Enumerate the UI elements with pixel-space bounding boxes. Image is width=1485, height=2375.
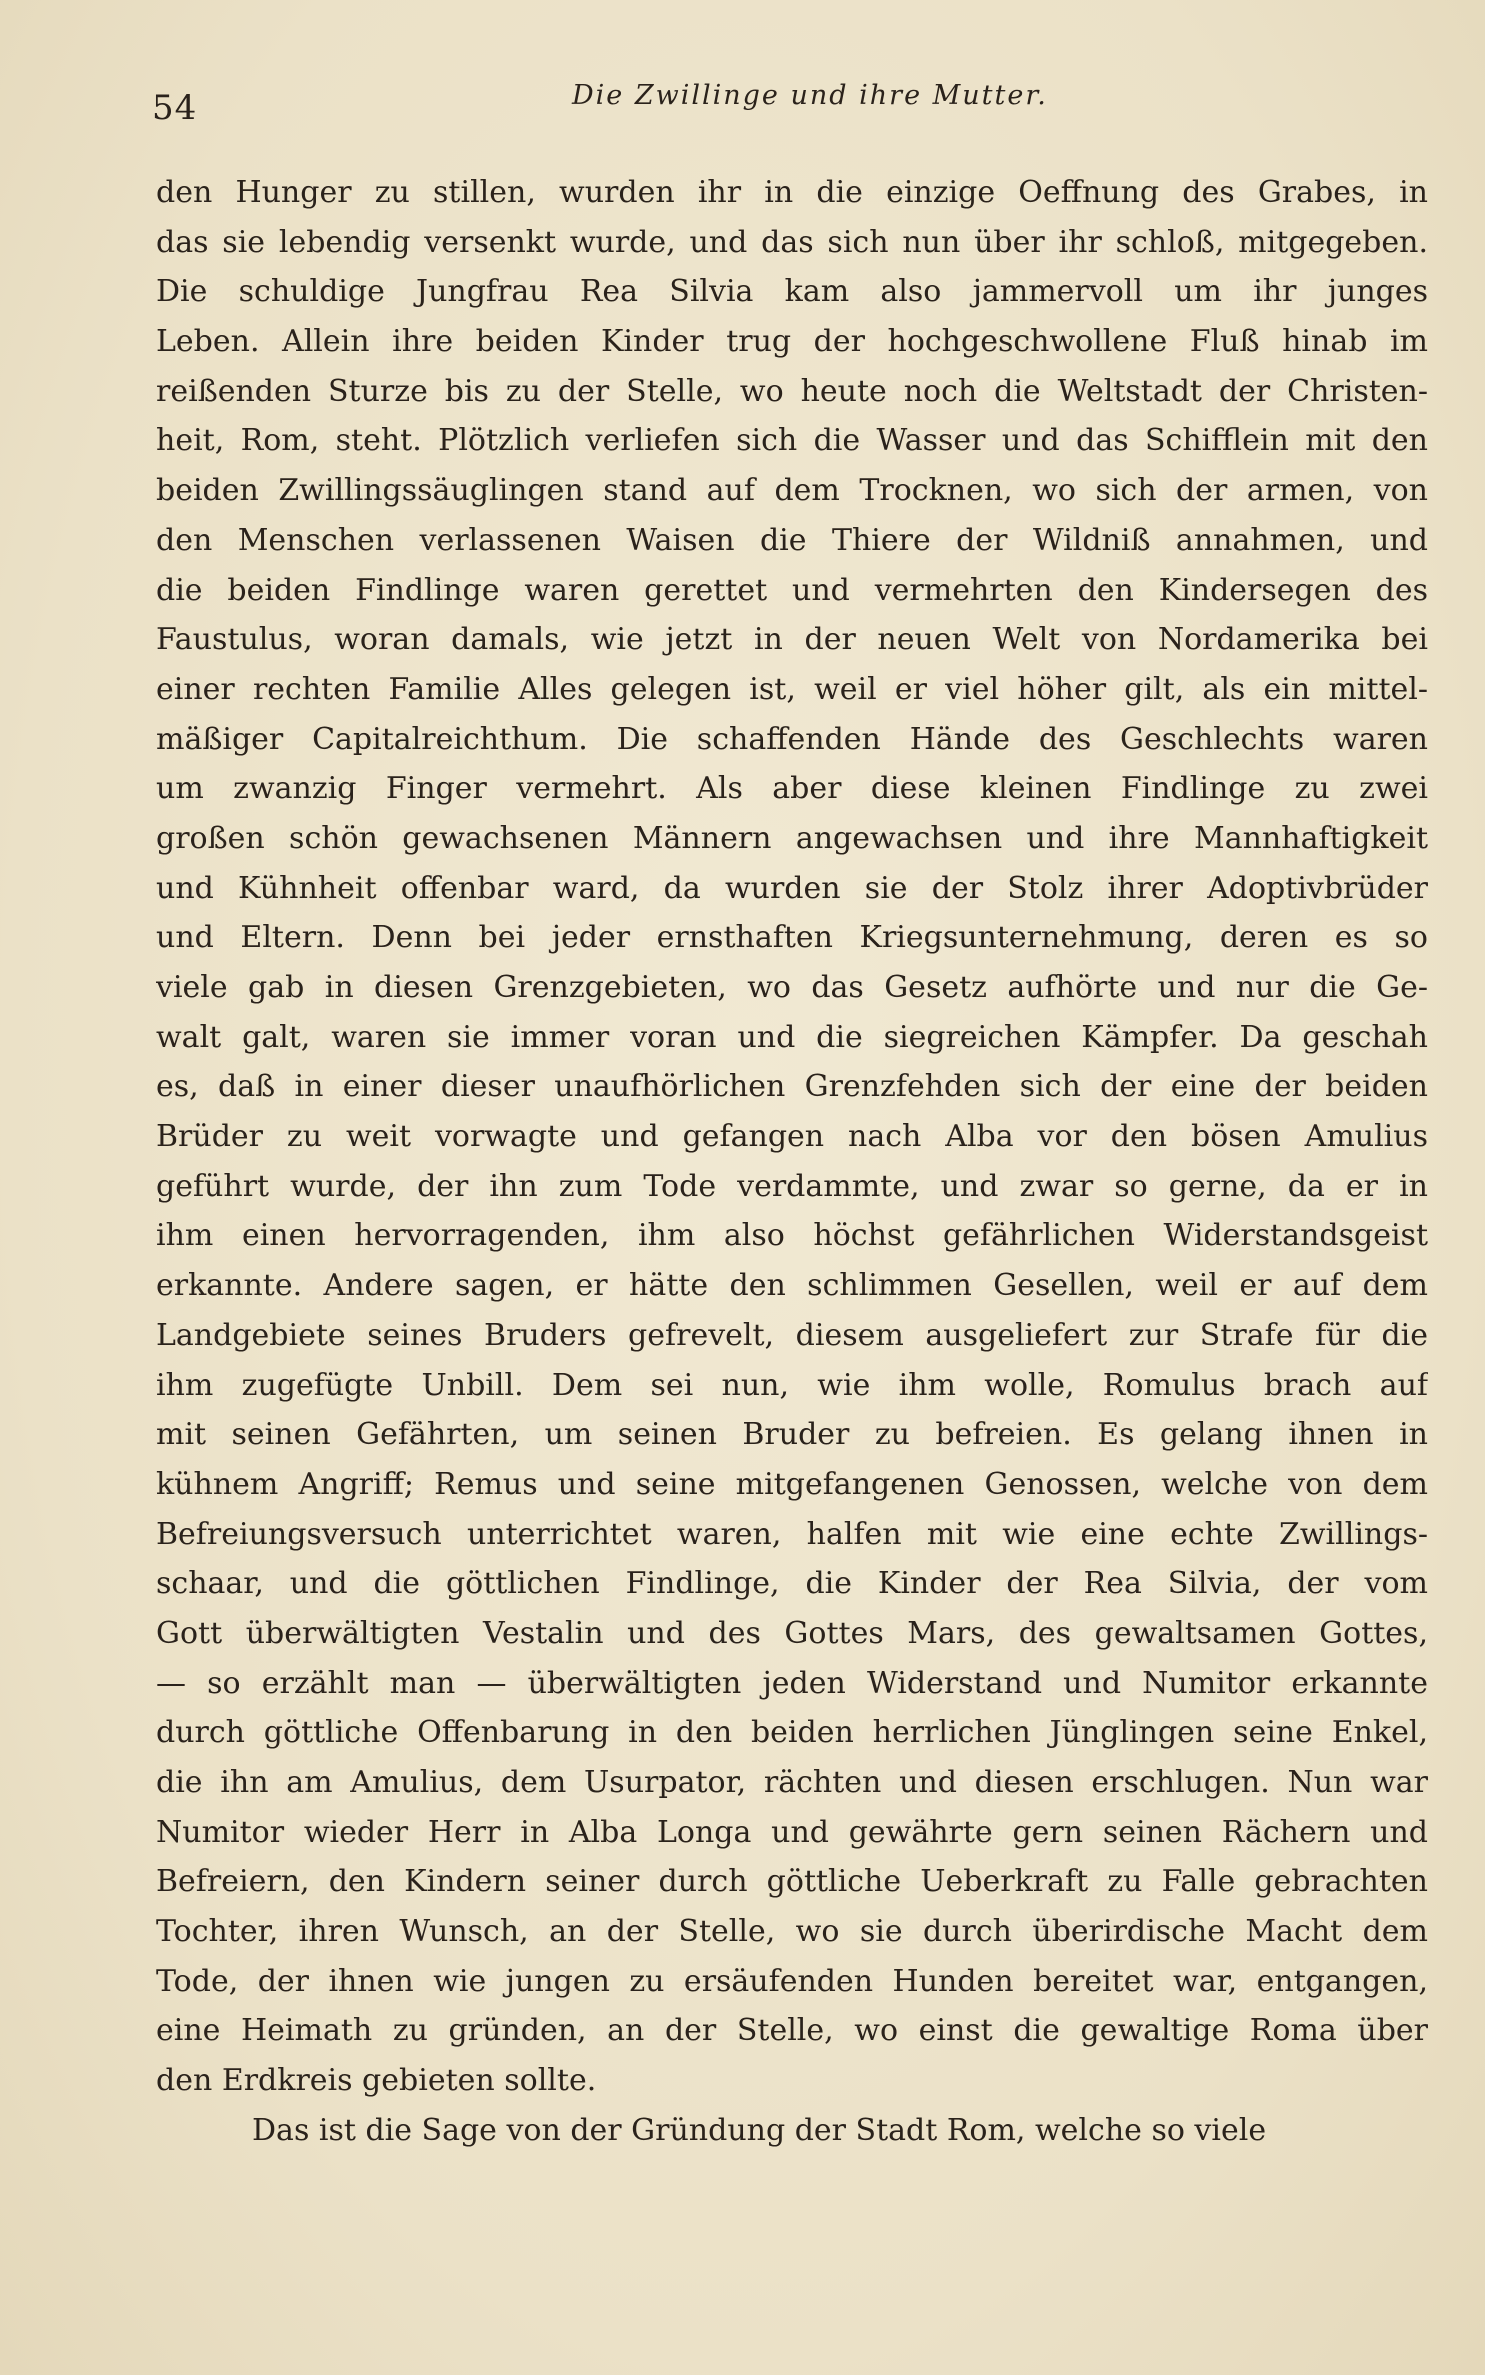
text-line: einer rechten Familie Alles gelegen ist, weil er viel höher gilt, als ein mittel- [156, 671, 1428, 707]
text-line: mit seinen Gefährten, um seinen Bruder zu befreien. Es gelang ihnen in [156, 1417, 1428, 1453]
text-line: Brüder zu weit vorwagte und gefangen nach Alba vor den bösen Amulius [156, 1119, 1428, 1155]
text-line: die beiden Findlinge waren gerettet und vermehrten den Kindersegen des [156, 572, 1428, 608]
text-line: ihm einen hervorragenden, ihm also höchst gefährlichen Widerstandsgeist [156, 1218, 1428, 1254]
text-line: — so erzählt man — überwältigten jeden Widerstand und Numitor erkannte [156, 1665, 1428, 1701]
text-line: Faustulus, woran damals, wie jetzt in der neuen Welt von Nordamerika bei [156, 622, 1428, 658]
text-line: reißenden Sturze bis zu der Stelle, wo heute noch die Weltstadt der Christen- [156, 373, 1428, 409]
text-line: heit, Rom, steht. Plötzlich verliefen sich die Wasser und das Schifflein mit den [156, 423, 1428, 459]
text-line: beiden Zwillingssäuglingen stand auf dem Trocknen, wo sich der armen, von [156, 473, 1428, 509]
text-line: ihm zugefügte Unbill. Dem sei nun, wie ihm wolle, Romulus brach auf [156, 1367, 1428, 1403]
text-line: Gott überwältigten Vestalin und des Gottes Mars, des gewaltsamen Gottes, [156, 1615, 1428, 1651]
text-line: Befreiungsversuch unterrichtet waren, halfen mit wie eine echte Zwillings- [156, 1516, 1428, 1552]
paragraph-start-line: Das ist die Sage von der Gründung der Stadt Rom, welche so viele [252, 2112, 1267, 2148]
text-line: den Menschen verlassenen Waisen die Thiere der Wildniß annahmen, und [156, 522, 1428, 558]
text-line: das sie lebendig versenkt wurde, und das sich nun über ihr schloß, mitgegeben. [156, 224, 1428, 260]
text-line: viele gab in diesen Grenzgebieten, wo das Gesetz aufhörte und nur die Ge- [156, 970, 1428, 1005]
text-line: Leben. Allein ihre beiden Kinder trug der hochgeschwollene Fluß hinab im [156, 324, 1428, 360]
text-line: Tode, der ihnen wie jungen zu ersäufenden Hunden bereitet war, entgangen, [156, 1963, 1428, 1999]
text-line: Numitor wieder Herr in Alba Longa und gewährte gern seinen Rächern und [156, 1814, 1428, 1850]
body-text [156, 168, 1428, 2156]
text-line: schaar, und die göttlichen Findlinge, die Kinder der Rea Silvia, der vom [156, 1566, 1428, 1602]
text-line: eine Heimath zu gründen, an der Stelle, wo einst die gewaltige Roma über [156, 2013, 1428, 2049]
text-line: mäßiger Capitalreichthum. Die schaffenden Hände des Geschlechts waren [156, 721, 1428, 757]
page-number: 54 [152, 88, 198, 128]
paragraph-end-line: den Erdkreis gebieten sollte. [156, 2063, 597, 2099]
text-line: Befreiern, den Kindern seiner durch göttliche Ueberkraft zu Falle gebrachten [156, 1864, 1428, 1900]
text-line: um zwanzig Finger vermehrt. Als aber diese kleinen Findlinge zu zwei [156, 771, 1428, 807]
text-line: Die schuldige Jungfrau Rea Silvia kam also jammervoll um ihr junges [156, 274, 1428, 310]
running-head: Die Zwillinge und ihre Mutter. [572, 80, 1048, 111]
text-line: und Kühnheit offenbar ward, da wurden sie der Stolz ihrer Adoptivbrüder [156, 870, 1428, 906]
text-line: Landgebiete seines Bruders gefrevelt, diesem ausgeliefert zur Strafe für die [156, 1317, 1428, 1353]
text-line: walt galt, waren sie immer voran und die siegreichen Kämpfer. Da geschah [156, 1019, 1428, 1055]
text-line: kühnem Angriff; Remus und seine mitgefangenen Genossen, welche von dem [156, 1466, 1428, 1502]
text-line: erkannte. Andere sagen, er hätte den schlimmen Gesellen, weil er auf dem [156, 1268, 1428, 1304]
text-line: durch göttliche Offenbarung in den beiden herrlichen Jünglingen seine Enkel, [156, 1715, 1428, 1751]
text-line: den Hunger zu stillen, wurden ihr in die einzige Oeffnung des Grabes, in [156, 175, 1428, 210]
text-line: es, daß in einer dieser unaufhörlichen Grenzfehden sich der eine der beiden [156, 1069, 1428, 1105]
text-line: großen schön gewachsenen Männern angewachsen und ihre Mannhaftigkeit [156, 820, 1428, 856]
text-line: die ihn am Amulius, dem Usurpator, rächten und diesen erschlugen. Nun war [156, 1765, 1428, 1800]
text-line: geführt wurde, der ihn zum Tode verdammte, und zwar so gerne, da er in [156, 1168, 1428, 1204]
text-line: Tochter, ihren Wunsch, an der Stelle, wo sie durch überirdische Macht dem [156, 1914, 1428, 1950]
text-line: und Eltern. Denn bei jeder ernsthaften Kriegsunternehmung, deren es so [156, 920, 1428, 956]
